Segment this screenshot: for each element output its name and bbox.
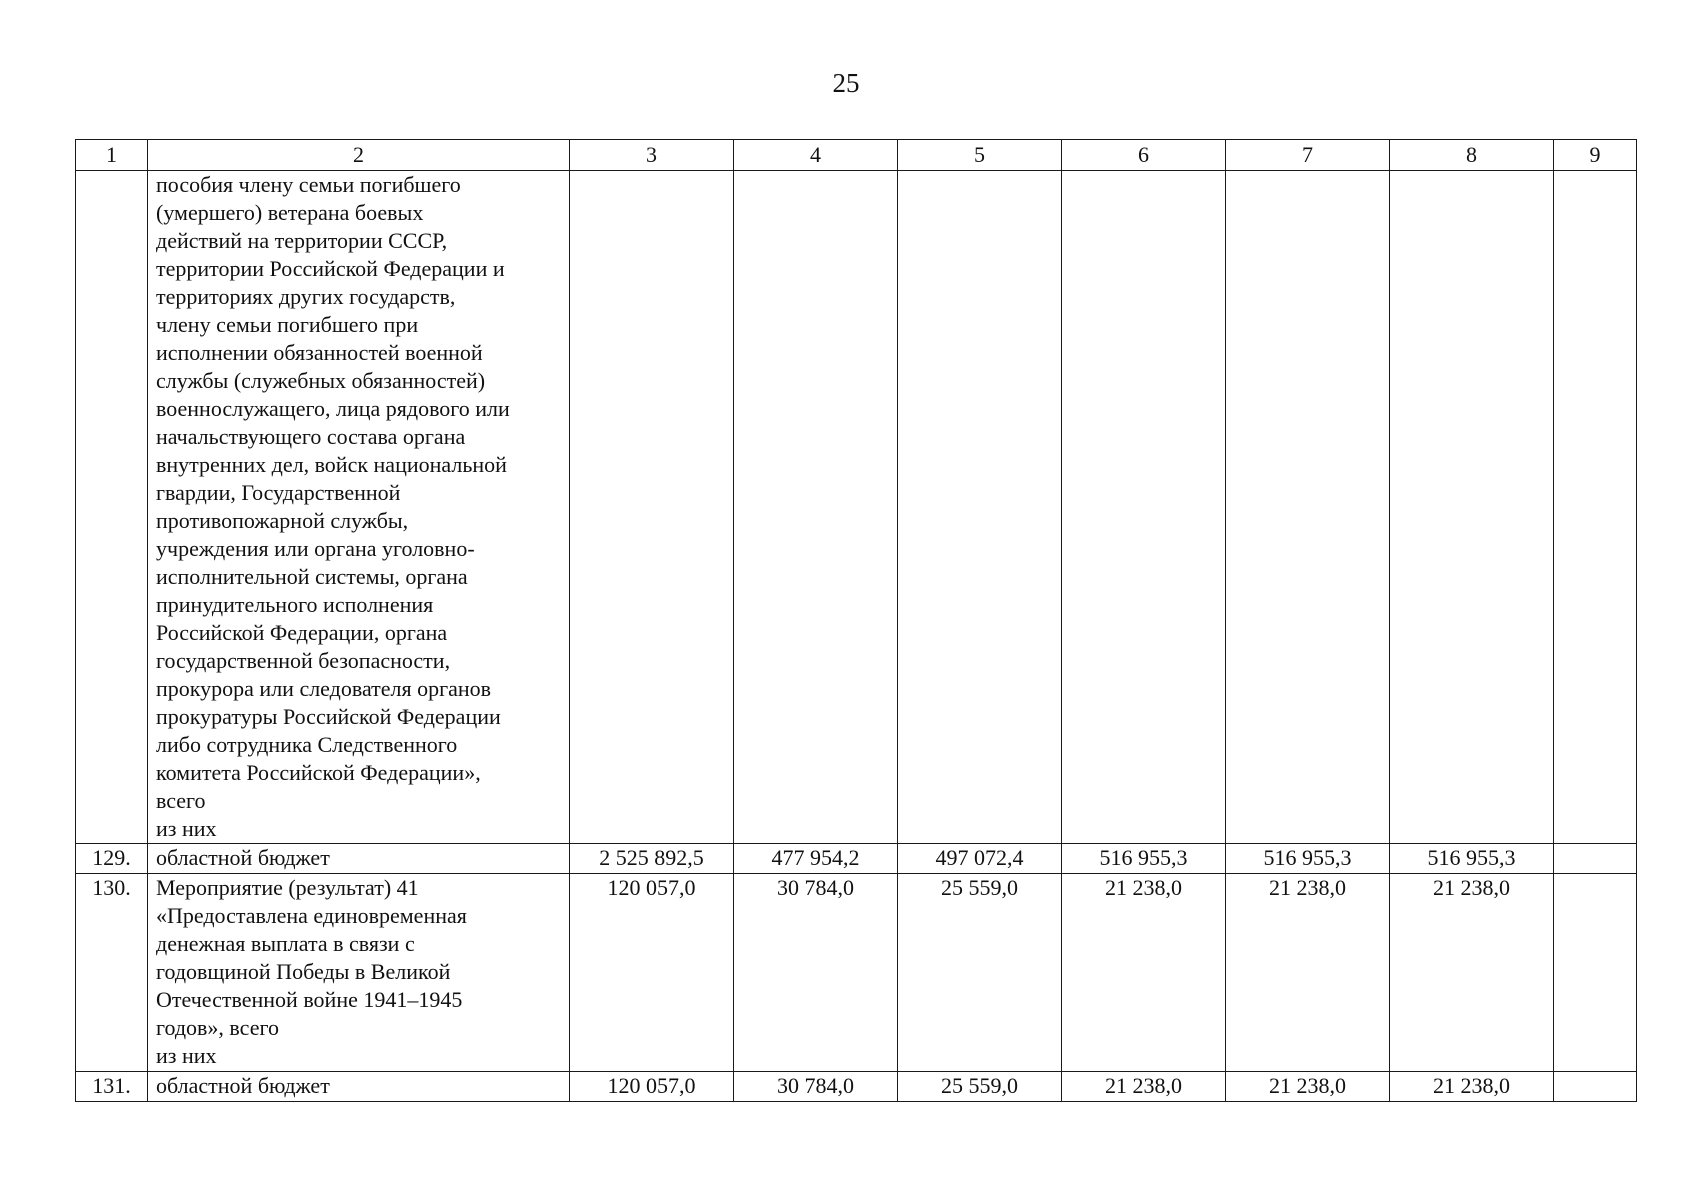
- row-name-line: областной бюджет: [156, 1073, 330, 1098]
- row-number: 130.: [76, 874, 148, 1072]
- row-name-line: годовщиной Победы в Великой: [156, 959, 451, 984]
- row-name: [148, 1072, 570, 1102]
- row-name-line: областной бюджет: [156, 845, 330, 870]
- row-name-line: территориях других государств,: [156, 284, 456, 309]
- value-cell: 30 784,0: [734, 874, 898, 1072]
- row-name-line: комитета Российской Федерации»,: [156, 760, 481, 785]
- column-header: 4: [734, 140, 898, 171]
- value-cell: 120 057,0: [570, 874, 734, 1072]
- value-cell: [1062, 171, 1226, 844]
- row-number: [76, 171, 148, 844]
- value-cell: [734, 171, 898, 844]
- row-name-line: либо сотрудника Следственного: [156, 732, 458, 757]
- value-cell: [1554, 874, 1637, 1072]
- row-name-line: денежная выплата в связи с: [156, 931, 415, 956]
- row-name-line: военнослужащего, лица рядового или: [156, 396, 510, 421]
- column-header: 3: [570, 140, 734, 171]
- column-header: 6: [1062, 140, 1226, 171]
- value-cell: 2 525 892,5: [570, 844, 734, 874]
- value-cell: 516 955,3: [1226, 844, 1390, 874]
- row-name-line: действий на территории СССР,: [156, 228, 448, 253]
- row-name-line: члену семьи погибшего при: [156, 312, 419, 337]
- value-cell: 516 955,3: [1390, 844, 1554, 874]
- row-name: [148, 874, 570, 1072]
- value-cell: [570, 171, 734, 844]
- value-cell: [1554, 844, 1637, 874]
- page-number: 25: [832, 68, 860, 98]
- row-name-line: Мероприятие (результат) 41: [156, 875, 419, 900]
- row-name-line: Российской Федерации, органа: [156, 620, 448, 645]
- row-name-line: прокуратуры Российской Федерации: [156, 704, 501, 729]
- row-name-line: (умершего) ветерана боевых: [156, 200, 424, 225]
- table-row: [76, 171, 1637, 844]
- row-name-line: из них: [156, 1043, 217, 1068]
- table-row: [76, 874, 1637, 1072]
- value-cell: 497 072,4: [898, 844, 1062, 874]
- value-cell: [1390, 171, 1554, 844]
- row-name-line: территории Российской Федерации и: [156, 256, 505, 281]
- row-name-line: пособия члену семьи погибшего: [156, 172, 461, 197]
- row-name-line: годов», всего: [156, 1015, 279, 1040]
- row-name-line: внутренних дел, войск национальной: [156, 452, 507, 477]
- value-cell: 21 238,0: [1062, 1072, 1226, 1102]
- row-name-line: «Предоставлена единовременная: [156, 903, 467, 928]
- row-name-line: из них: [156, 816, 217, 841]
- row-name-line: гвардии, Государственной: [156, 480, 401, 505]
- column-header: 2: [148, 140, 570, 171]
- column-header: 8: [1390, 140, 1554, 171]
- value-cell: 21 238,0: [1390, 1072, 1554, 1102]
- value-cell: 21 238,0: [1390, 874, 1554, 1072]
- column-number-row: [76, 140, 1637, 171]
- table-row: [76, 844, 1637, 874]
- column-header: 5: [898, 140, 1062, 171]
- row-name-line: всего: [156, 788, 206, 813]
- row-name-line: государственной безопасности,: [156, 648, 451, 673]
- table-row: [76, 1072, 1637, 1102]
- row-name-line: исполнении обязанностей военной: [156, 340, 483, 365]
- row-number: 131.: [76, 1072, 148, 1102]
- value-cell: [1554, 171, 1637, 844]
- value-cell: [1226, 171, 1390, 844]
- row-name-line: принудительного исполнения: [156, 592, 434, 617]
- row-name-line: противопожарной службы,: [156, 508, 409, 533]
- value-cell: [1554, 1072, 1637, 1102]
- column-header: 1: [76, 140, 148, 171]
- row-name: [148, 844, 570, 874]
- value-cell: 25 559,0: [898, 874, 1062, 1072]
- budget-table: [75, 139, 1637, 1102]
- value-cell: [898, 171, 1062, 844]
- row-name-line: учреждения или органа уголовно-: [156, 536, 475, 561]
- value-cell: 21 238,0: [1062, 874, 1226, 1072]
- row-name-line: исполнительной системы, органа: [156, 564, 468, 589]
- value-cell: 477 954,2: [734, 844, 898, 874]
- row-name: [148, 171, 570, 844]
- column-header: 7: [1226, 140, 1390, 171]
- value-cell: 516 955,3: [1062, 844, 1226, 874]
- row-name-line: начальствующего состава органа: [156, 424, 466, 449]
- value-cell: 21 238,0: [1226, 1072, 1390, 1102]
- column-header: 9: [1554, 140, 1637, 171]
- row-name-line: прокурора или следователя органов: [156, 676, 492, 701]
- value-cell: 120 057,0: [570, 1072, 734, 1102]
- value-cell: 30 784,0: [734, 1072, 898, 1102]
- row-name-line: Отечественной войне 1941–1945: [156, 987, 463, 1012]
- row-number: 129.: [76, 844, 148, 874]
- value-cell: 21 238,0: [1226, 874, 1390, 1072]
- row-name-line: службы (служебных обязанностей): [156, 368, 486, 393]
- value-cell: 25 559,0: [898, 1072, 1062, 1102]
